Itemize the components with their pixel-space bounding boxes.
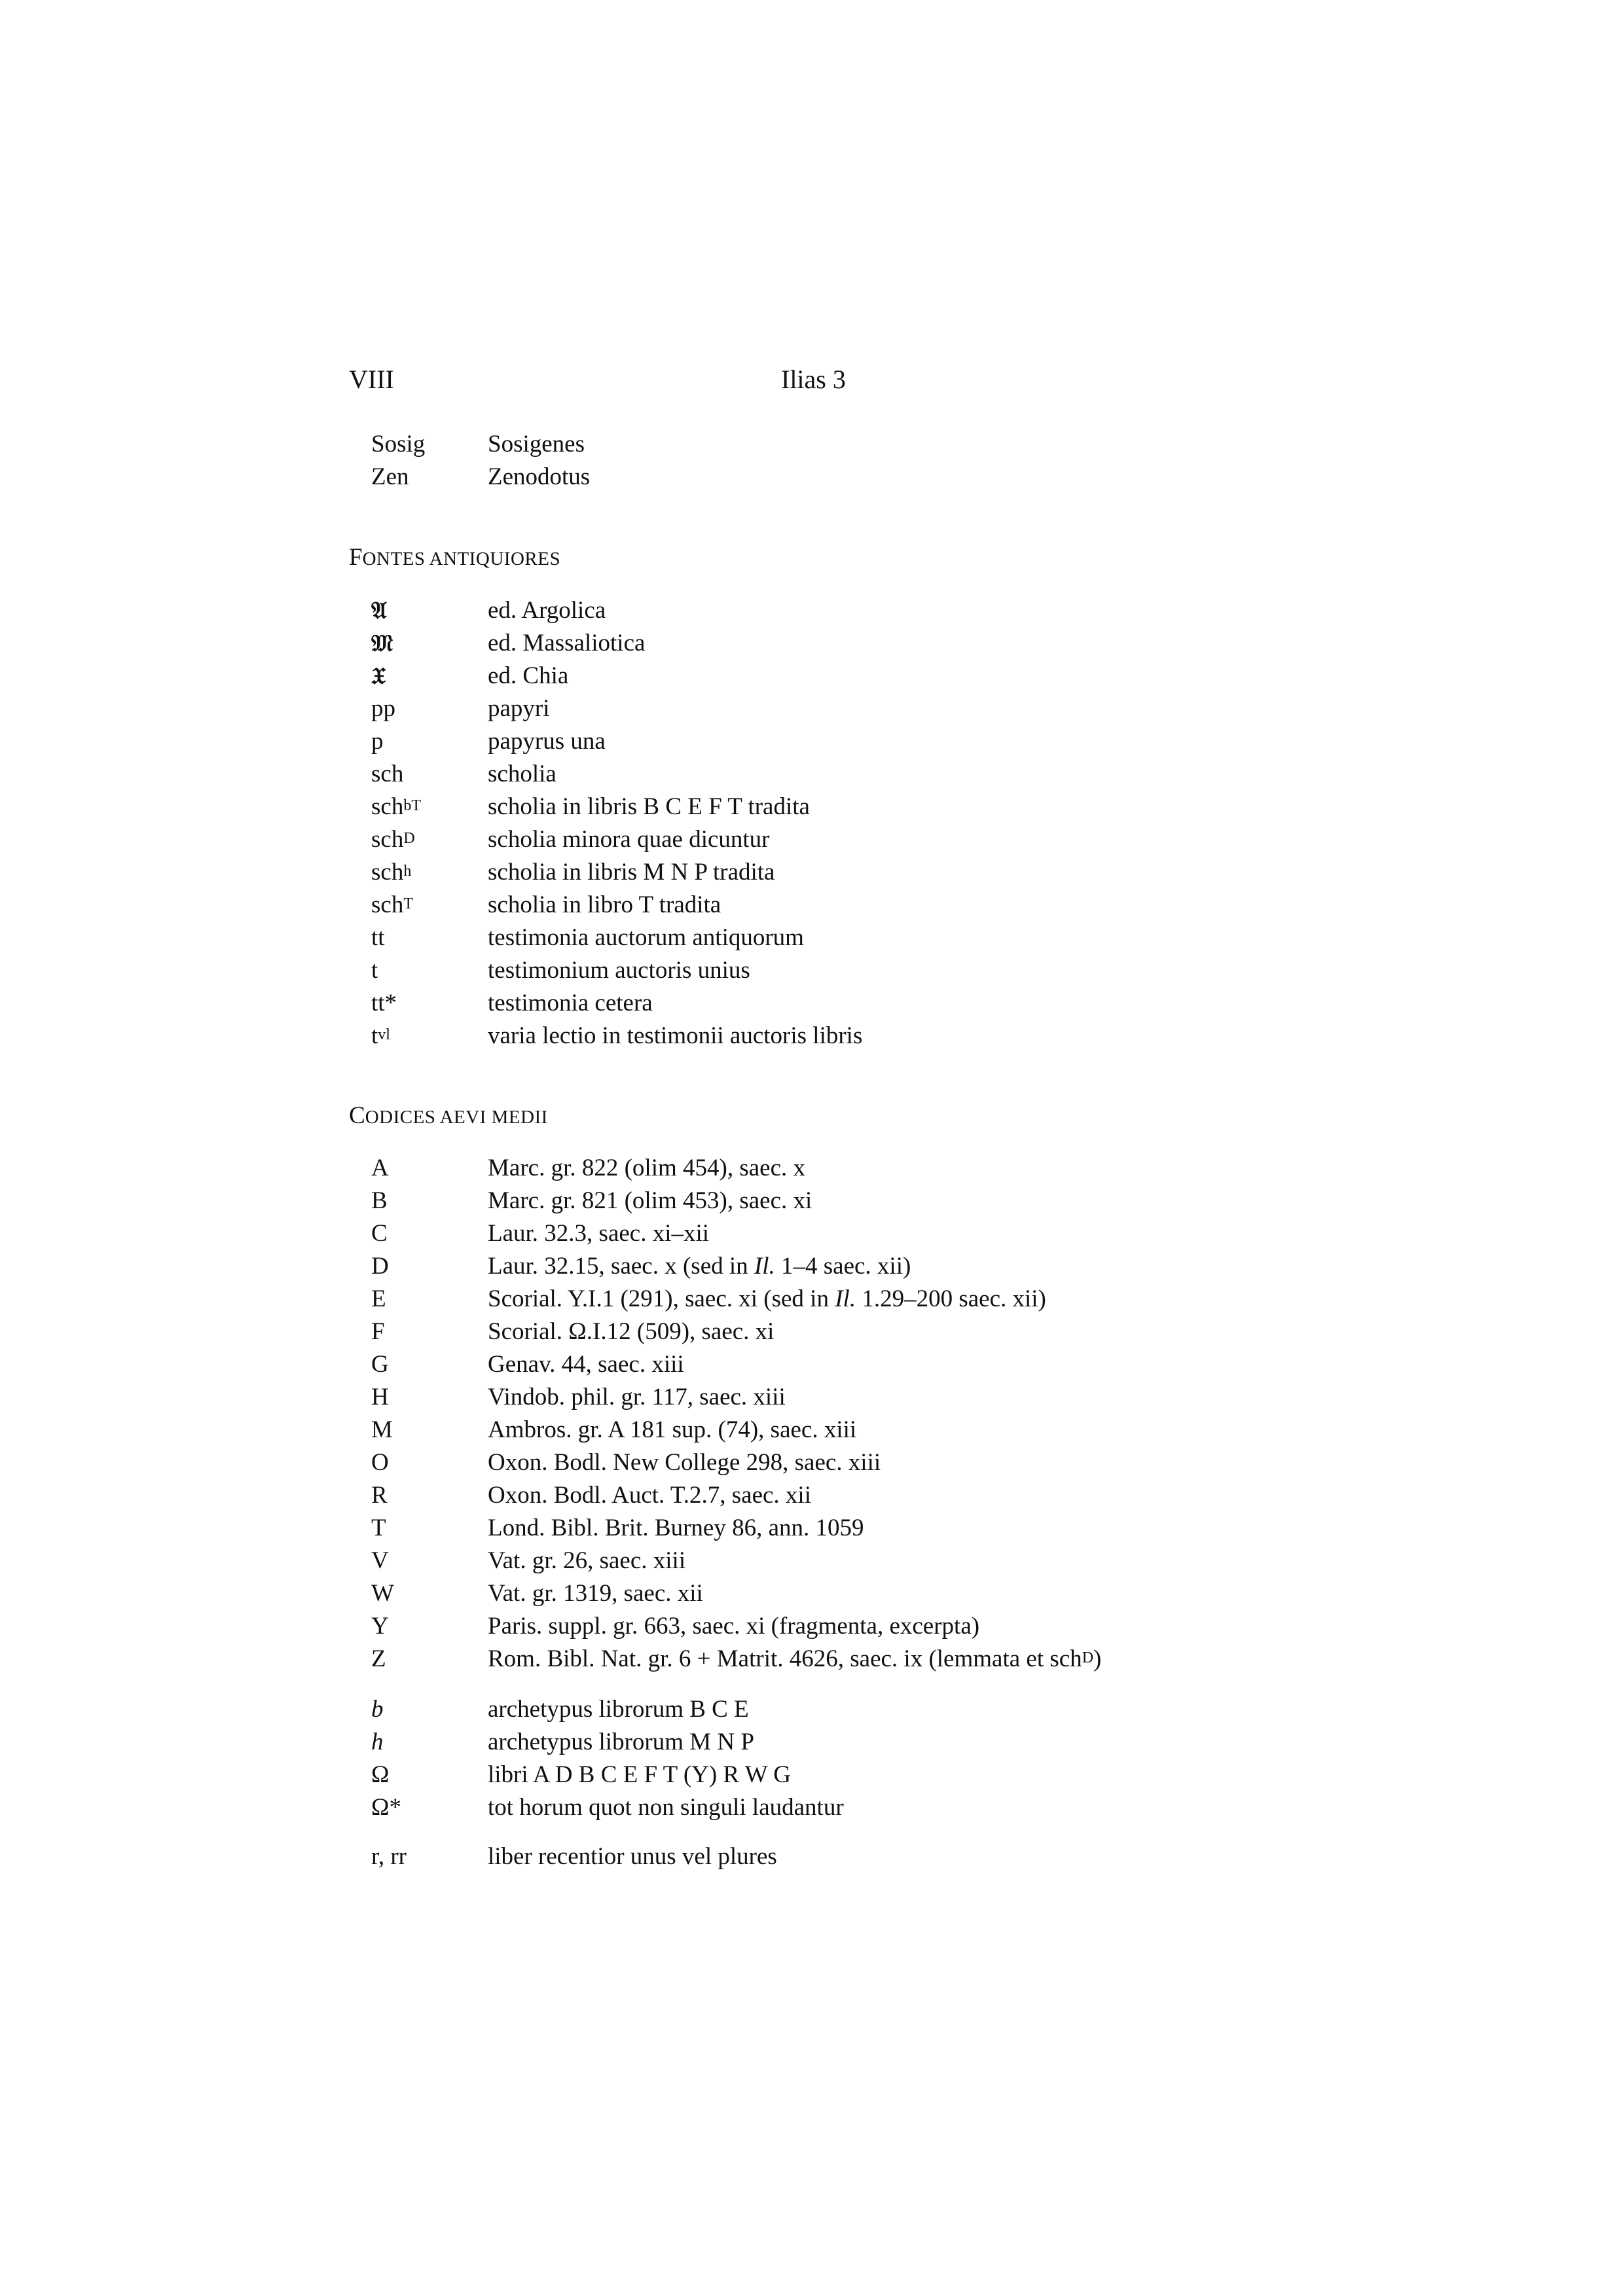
- list-item: [349, 627, 1331, 660]
- siglum: Sosig: [371, 431, 426, 457]
- siglum: W: [371, 1580, 394, 1607]
- list-item: [349, 660, 1331, 692]
- siglum-description: papyrus una: [488, 728, 606, 755]
- siglum: sch$^h$: [371, 859, 412, 886]
- siglum-description: scholia minora quae dicuntur: [488, 826, 770, 853]
- siglum-description: scholia in libris B C E F T tradita: [488, 793, 810, 820]
- siglum-description: scholia in libris M N P tradita: [488, 859, 775, 886]
- list-item: [349, 1348, 1331, 1381]
- list-item: [349, 1152, 1331, 1185]
- list-item: [349, 1250, 1331, 1283]
- siglum: sch$^T$: [371, 891, 413, 918]
- siglum: r, rr: [371, 1843, 407, 1870]
- list-item: [349, 758, 1331, 791]
- section-title-initial: F: [349, 544, 363, 571]
- siglum: t: [371, 957, 378, 984]
- siglum-description: archetypus librorum B C E: [488, 1696, 749, 1723]
- siglum: H: [371, 1384, 389, 1410]
- list-item: [349, 1185, 1331, 1217]
- siglum-description: ed. Massaliotica: [488, 630, 646, 656]
- siglum-description: archetypus librorum M N P: [488, 1729, 754, 1755]
- list-item: [349, 889, 1331, 922]
- siglum-description: scholia in libro T tradita: [488, 891, 721, 918]
- list-item: [349, 1316, 1331, 1348]
- sigla-top-list: [349, 428, 1331, 493]
- list-item: [349, 954, 1331, 987]
- siglum: F: [371, 1318, 385, 1345]
- siglum-description: Zenodotus: [488, 463, 591, 490]
- section-title-initial: C: [349, 1102, 365, 1129]
- list-item: [349, 987, 1331, 1020]
- siglum-description: Rom. Bibl. Nat. gr. 6 + Matrit. 4626, saec. ix (lemmata et sch$^D$): [488, 1645, 1102, 1672]
- list-item: [349, 823, 1331, 856]
- siglum-description: libri A D B C E F T (Y) R W G: [488, 1761, 791, 1788]
- list-item: [349, 856, 1331, 889]
- list-item: [349, 922, 1331, 954]
- siglum: Ω*: [371, 1794, 401, 1821]
- siglum-description: testimonium auctoris unius: [488, 957, 750, 984]
- siglum: R: [371, 1482, 388, 1509]
- siglum-description: liber recentior unus vel plures: [488, 1843, 777, 1870]
- siglum: sch$^D$: [371, 826, 415, 853]
- list-item: [349, 1545, 1331, 1577]
- siglum-description: testimonia auctorum antiquorum: [488, 924, 804, 951]
- siglum-description: Laur. 32.3, saec. xi–xii: [488, 1220, 710, 1247]
- list-item: [349, 1759, 1331, 1791]
- siglum-description: Vat. gr. 1319, saec. xii: [488, 1580, 703, 1607]
- section-title-rest: ONTES ANTIQUIORES: [362, 548, 561, 569]
- archetypi-list: [349, 1693, 1331, 1824]
- siglum: 𝔛: [371, 662, 386, 690]
- list-item: [349, 461, 1331, 493]
- list-item: [349, 1381, 1331, 1414]
- siglum: B: [371, 1187, 388, 1214]
- siglum-description: Scorial. Y.I.1 (291), saec. xi (sed in Il. 1.29–200 saec. xii): [488, 1285, 1046, 1312]
- siglum: sch$^{bT}$: [371, 793, 421, 820]
- siglum: $t^{vl}$: [371, 1022, 390, 1049]
- list-item: [349, 1283, 1331, 1316]
- recentiores-list: [349, 1840, 1331, 1873]
- siglum: T: [371, 1515, 386, 1541]
- siglum-description: Marc. gr. 821 (olim 453), saec. xi: [488, 1187, 812, 1214]
- list-item: [349, 1791, 1331, 1824]
- siglum: b: [371, 1696, 384, 1723]
- list-item: [349, 1479, 1331, 1512]
- section-title-rest: ODICES AEVI MEDII: [365, 1107, 548, 1128]
- siglum-description: scholia: [488, 761, 556, 787]
- siglum-description: Vindob. phil. gr. 117, saec. xiii: [488, 1384, 786, 1410]
- list-item: [349, 1840, 1331, 1873]
- page-number: VIII: [349, 365, 394, 394]
- list-item: [349, 1726, 1331, 1759]
- page-header: [349, 364, 847, 397]
- siglum: tt: [371, 924, 385, 951]
- siglum-description: testimonia cetera: [488, 990, 653, 1016]
- siglum-description: papyri: [488, 695, 550, 722]
- siglum-description: Genav. 44, saec. xiii: [488, 1351, 684, 1378]
- siglum: Zen: [371, 463, 409, 490]
- section-title-fontes: [349, 543, 560, 571]
- list-item: [349, 692, 1331, 725]
- siglum: sch: [371, 761, 404, 787]
- siglum-description: Lond. Bibl. Brit. Burney 86, ann. 1059: [488, 1515, 864, 1541]
- section-title-codices: [349, 1102, 548, 1130]
- list-item: [349, 725, 1331, 758]
- siglum-description: Ambros. gr. A 181 sup. (74), saec. xiii: [488, 1416, 857, 1443]
- siglum: 𝔄: [371, 597, 387, 624]
- siglum-description: tot horum quot non singuli laudantur: [488, 1794, 844, 1821]
- running-title: Ilias 3: [781, 365, 846, 394]
- siglum: D: [371, 1253, 389, 1280]
- siglum-description: varia lectio in testimonii auctoris libris: [488, 1022, 863, 1049]
- list-item: [349, 1577, 1331, 1610]
- list-item: [349, 791, 1331, 823]
- list-item: [349, 1512, 1331, 1545]
- siglum-description: Scorial. Ω.I.12 (509), saec. xi: [488, 1318, 775, 1345]
- list-item: [349, 594, 1331, 627]
- list-item: [349, 1693, 1331, 1726]
- fontes-list: [349, 594, 1331, 1052]
- siglum: A: [371, 1155, 389, 1181]
- list-item: [349, 1414, 1331, 1446]
- siglum: O: [371, 1449, 389, 1476]
- siglum: Ω: [371, 1761, 390, 1788]
- siglum: p: [371, 728, 384, 755]
- siglum: Y: [371, 1613, 389, 1640]
- list-item: [349, 1643, 1331, 1676]
- siglum-description: Oxon. Bodl. Auct. T.2.7, saec. xii: [488, 1482, 811, 1509]
- siglum: G: [371, 1351, 389, 1378]
- siglum-description: Oxon. Bodl. New College 298, saec. xiii: [488, 1449, 881, 1476]
- siglum-description: ed. Chia: [488, 662, 569, 689]
- list-item: [349, 1020, 1331, 1052]
- siglum-description: ed. Argolica: [488, 597, 606, 624]
- siglum: 𝔐: [371, 630, 393, 657]
- siglum: C: [371, 1220, 388, 1247]
- siglum: M: [371, 1416, 393, 1443]
- list-item: [349, 1446, 1331, 1479]
- siglum: V: [371, 1547, 389, 1574]
- siglum: h: [371, 1729, 384, 1755]
- siglum-description: Sosigenes: [488, 431, 585, 457]
- siglum: E: [371, 1285, 386, 1312]
- codices-list: [349, 1152, 1331, 1676]
- siglum: pp: [371, 695, 395, 722]
- siglum-description: Laur. 32.15, saec. x (sed in Il. 1–4 saec. xii): [488, 1253, 911, 1280]
- list-item: [349, 1217, 1331, 1250]
- list-item: [349, 428, 1331, 461]
- siglum: tt*: [371, 990, 397, 1016]
- siglum: Z: [371, 1645, 386, 1672]
- siglum-description: Marc. gr. 822 (olim 454), saec. x: [488, 1155, 805, 1181]
- list-item: [349, 1610, 1331, 1643]
- siglum-description: Paris. suppl. gr. 663, saec. xi (fragmenta, excerpta): [488, 1613, 980, 1640]
- siglum-description: Vat. gr. 26, saec. xiii: [488, 1547, 686, 1574]
